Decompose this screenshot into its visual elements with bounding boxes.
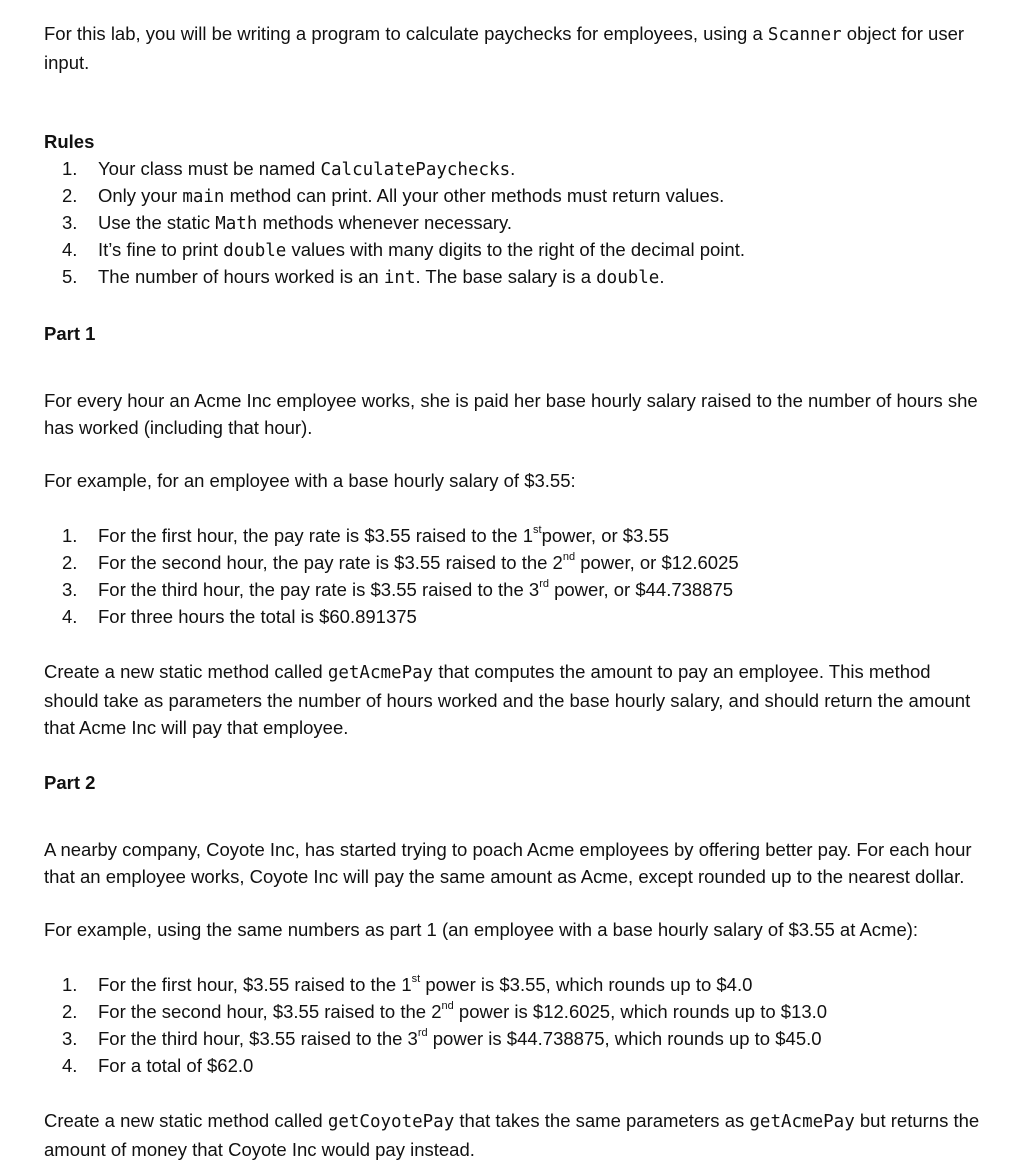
rules-heading: Rules xyxy=(44,131,95,152)
method-name-code: getCoyotePay xyxy=(327,1112,455,1132)
part1-paragraph-2: For example, for an employee with a base hourly salary of $3.55: xyxy=(44,470,576,491)
rules-item: 1. Your class must be named CalculatePaychecks. xyxy=(62,158,516,180)
list-item: 1. For the first hour, the pay rate is $3.55 raised to the 1stpower, or $3.55 xyxy=(62,523,670,546)
part2-heading: Part 2 xyxy=(44,772,96,793)
rules-item: 4. It’s fine to print double values with many digits to the right of the decimal point. xyxy=(62,239,745,261)
method-name-code: getAcmePay xyxy=(327,663,434,683)
intro-text: For this lab, you will be writing a program to calculate paychecks for employees, using a xyxy=(44,23,768,44)
part2-example-list xyxy=(44,971,984,1079)
list-item: 1. For the first hour, $3.55 raised to the 1st power is $3.55, which rounds up to $4.0 xyxy=(62,972,753,995)
list-item: 3. For the third hour, the pay rate is $3.55 raised to the 3rd power, or $44.738875 xyxy=(62,577,734,600)
rules-item: 2. Only your main method can print. All your other methods must return values. xyxy=(62,185,725,207)
method-name-code: getAcmePay xyxy=(749,1112,855,1132)
list-item: 2. For the second hour, $3.55 raised to the 2nd power is $12.6025, which rounds up to $13.0 xyxy=(62,999,828,1022)
part2-paragraph-2: For example, using the same numbers as part 1 (an employee with a base hourly salary of $3.55 at Acme): xyxy=(44,919,919,940)
part2-paragraph-1: A nearby company, Coyote Inc, has started trying to poach Acme employees by offering better pay. For each hour that an employee works, Coyote Inc will pay the same amount as Acme, except rounded up to the nearest dollar. xyxy=(44,839,972,887)
part1-paragraph-3: Create a new static method called getAcmePay that computes the amount to pay an employee. This method should take as parameters the number of hours worked and the base hourly salary, and should return the amount that Acme Inc will pay that employee. xyxy=(44,661,971,738)
list-item: 4. For three hours the total is $60.891375 xyxy=(62,606,417,627)
rules-item: 3. Use the static Math methods whenever necessary. xyxy=(62,212,513,234)
part1-paragraph-1: For every hour an Acme Inc employee works, she is paid her base hourly salary raised to the number of hours she has worked (including that hour). xyxy=(44,390,978,438)
rules-list xyxy=(44,155,984,290)
rules-item: 5. The number of hours worked is an int. The base salary is a double. xyxy=(62,266,665,288)
intro-paragraph xyxy=(44,20,984,76)
intro-code: Scanner xyxy=(767,25,842,45)
part1-example-list xyxy=(44,522,984,630)
part2-paragraph-3: Create a new static method called getCoyotePay that takes the same parameters as getAcmePay but returns the amount of money that Coyote Inc would pay instead. xyxy=(44,1110,980,1160)
part1-heading: Part 1 xyxy=(44,323,96,344)
intro-text-end: object for user input. xyxy=(44,23,965,73)
list-item: 2. For the second hour, the pay rate is $3.55 raised to the 2nd power, or $12.6025 xyxy=(62,550,739,573)
document-page xyxy=(44,20,984,1163)
list-item: 3. For the third hour, $3.55 raised to the 3rd power is $44.738875, which rounds up to $45.0 xyxy=(62,1026,822,1049)
list-item: 4. For a total of $62.0 xyxy=(62,1055,254,1076)
